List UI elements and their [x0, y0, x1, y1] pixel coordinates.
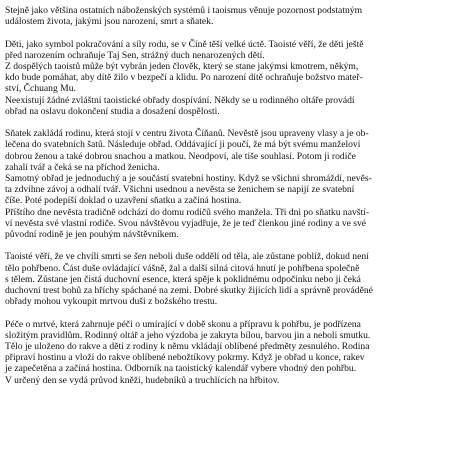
text-line: Péče o mrtvé, která zahrnuje péči o umírající v době skonu a přípravu k pohřbu, je podřízena — [5, 318, 361, 330]
text-line: Z dospělých taoistů může být vybrán jeden člověk, který se stane jakýmsi kmotrem, někým, — [5, 61, 359, 72]
text-line: V určený den se vydá průvod kněží, hudebníků a truchlících na hřbitov. — [5, 374, 280, 386]
text-line: Neexistují žádné zvláštní taoistické obřady dospívání. Někdy se u rodinného oltáře provádí — [5, 94, 355, 106]
text-line: číše. Poté podepíší doklad o uzavření sňatku a začíná hostina. — [5, 195, 242, 207]
paragraph-marriage — [5, 128, 449, 240]
text-line: připraví hostinu a vloží do rakve oblíbené nebožtíkovy pokrmy. Když je obřad u konce, rakev — [5, 352, 365, 364]
text-line: původní rodině je jen pouhým návštěvníkem. — [5, 229, 179, 241]
text-line: obřad na oslavu dokončení studia a dosažení dospělosti. — [5, 105, 220, 117]
text-line: Samotný obřad je jednoduchý a je součástí svatební hostiny. Když se všichni shromáždí, nevěs- — [5, 173, 372, 185]
text-line: složitým pravidlům. Rodinný oltář a jeho výzdoba je zakryta bílou, barvou jin a neboli smutku. — [5, 329, 371, 341]
text-line: ví nevěsta své vlastní rodiče. Svou návštěvou vyjadřuje, že je teď členkou jiné rodiny a ve své — [5, 217, 367, 229]
paragraph-children — [5, 39, 449, 117]
text-line: lečena do svatebních šatů. Následuje obřad. Oddávající ji poučí, že má být svému manželovi — [5, 139, 361, 151]
text-line: Děti, jako symbol pokračování a síly rodu, se v Číně těší velké úctě. Taoisté věří, že děti ještě — [5, 38, 364, 50]
text-line: je zapečetěna a začíná hostina. Odborník na taoistický kalendář vybere vhodný den pohřbu. — [5, 363, 357, 375]
text-line: duchovní trest bohů za hříchy spáchané na zemi. Dobré skutky žijících lidí a správně prováděné — [5, 285, 373, 297]
text-line: Stejně jako většina ostatních náboženských systémů i taoismus věnuje pozornost podstatným — [5, 5, 363, 16]
text-line: s tělem. Zůstane jen čistá duchovní esence, která spěje k poklidnému odpočinku nebo ji čeká — [5, 273, 361, 285]
text-line: ta zdvihne závoj a odhalí tvář. Všichni usednou a nevěsta se ženichem se napijí ze svatební — [5, 184, 355, 196]
text-line: ství, Čchuang Mu. — [5, 83, 76, 95]
paragraph-funeral — [5, 319, 449, 386]
text-line: Taoisté věří, že ve chvíli smrti se šen neboli duše oddělí od těla, ale zůstane poblíž, dokud není — [5, 251, 369, 263]
text-line: obřady mohou vykoupit mrtvou duši z božského trestu. — [5, 296, 218, 308]
text-line: zahalí tvář a čeká se na příchod ženicha. — [5, 161, 160, 173]
text-line: kdo bude pomáhat, aby dítě žilo v bezpečí a klidu. Po narození dítě ochraňuje božstvo mateř- — [5, 72, 363, 84]
text-line: událostem života, jakými jsou narození, smrt a sňatek. — [5, 16, 214, 28]
text-line: tělo pohřbeno. Část duše ovládající vášně, žal a další silná citová hnutí je pohřbena společně — [5, 262, 360, 274]
text-line: Příštího dne nevěsta tradičně odchází do domu rodičů svého manžela. Tři dni po sňatku navští- — [5, 206, 370, 218]
paragraph-death-beliefs — [5, 251, 449, 307]
text-line: Tělo je uloženo do rakve a děti z rodiny k němu vkládají oblíbené předměty zesnulého. Rodina — [5, 341, 370, 353]
document-page — [5, 5, 449, 397]
text-line: před narozením ochraňuje Taj Sen, strážný duch nenarozených dětí. — [5, 49, 265, 61]
text-line: dobrou ženou a také dobrou snachou a matkou. Neodpoví, ale tiše souhlasí. Potom ji rodiče — [5, 150, 356, 162]
paragraph-intro — [5, 5, 449, 27]
text-line: Sňatek zakládá rodinu, která stojí v centru života Číňanů. Nevěstě jsou upraveny vlasy a je ob- — [5, 128, 369, 140]
emphasis-term: šen — [133, 251, 147, 263]
